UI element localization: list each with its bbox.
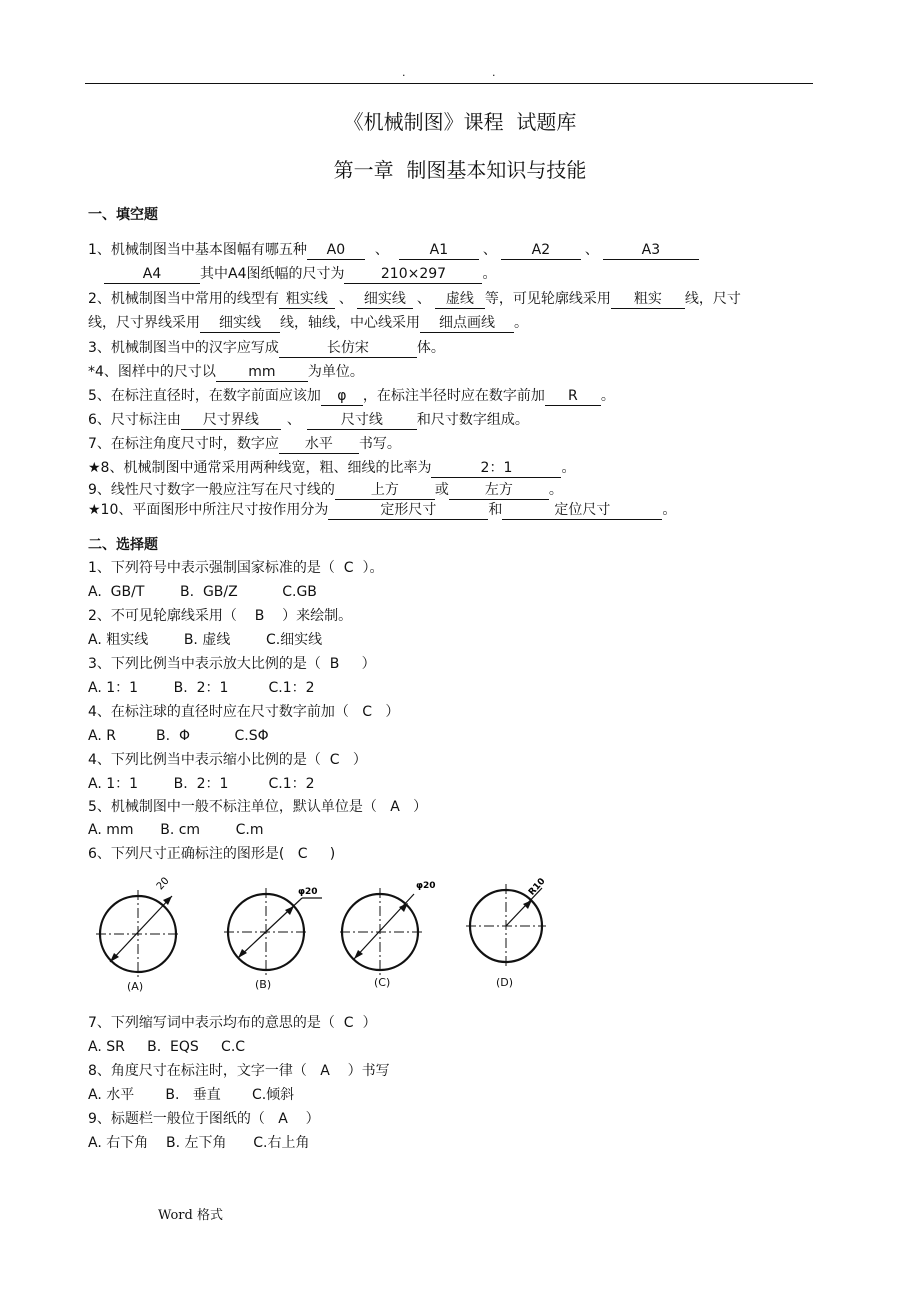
header-dot-right: . (492, 66, 496, 79)
q3-lead: 3、机械制图当中的汉字应写成 (88, 340, 279, 356)
q6-lead: 6、尺寸标注由 (88, 412, 181, 428)
q2-answer-6: 细点画线 (420, 315, 514, 333)
q5-end: 。 (600, 388, 615, 404)
figure-b-drawing (222, 878, 332, 978)
choice-line: 1、下列符号中表示强制国家标准的是（ C ）。 (88, 560, 384, 576)
q2-end-2: 。 (514, 315, 528, 331)
choice-line: 5、机械制图中一般不标注单位，默认单位是（ A ） (88, 799, 428, 815)
q8-end: 。 (561, 460, 576, 476)
q10-mid: 和 (488, 502, 503, 518)
q9-end: 。 (548, 482, 563, 498)
q7-end: 书写。 (358, 436, 401, 452)
q1-sep-2: 、 (482, 242, 497, 258)
choice-line: 3、下列比例当中表示放大比例的是（ B ） (88, 656, 376, 672)
figure-d-drawing (466, 878, 566, 978)
q1-answer-3: A2 (501, 242, 581, 260)
header-dot-left: . (402, 66, 406, 79)
question-1-line-2 (104, 264, 496, 284)
q6-answer-2: 尺寸线 (307, 412, 417, 430)
q7-lead: 7、在标注角度尺寸时，数字应 (88, 436, 279, 452)
q2-sep-2: 、 (416, 291, 431, 307)
choice-line: A. mm B. cm C.m (88, 822, 264, 838)
q1-sep-1: 、 (374, 242, 389, 258)
page-title: 《机械制图》课程 试题库 (343, 110, 577, 134)
choice-line: 2、不可见轮廓线采用（ B ）来绘制。 (88, 608, 353, 624)
question-7 (88, 434, 401, 454)
q4-answer-1: mm (216, 364, 308, 382)
choice-line: A. 1：1 B. 2：1 C.1：2 (88, 776, 315, 792)
q10-lead: ★10、平面图形中所注尺寸按作用分为 (88, 502, 329, 518)
q5-answer-2: R (545, 388, 601, 406)
q10-answer-1: 定形尺寸 (328, 502, 488, 520)
figure-a-drawing (96, 875, 186, 978)
choice-line: A. R B. Φ C.SΦ (88, 728, 269, 744)
q1-answer-4: A3 (603, 242, 699, 260)
q8-lead: ★8、机械制图中通常采用两种线宽，粗、细线的比率为 (88, 460, 432, 476)
q4-lead: *4、图样中的尺寸以 (88, 364, 216, 380)
figure-b-label: (B) (255, 978, 272, 991)
chapter-title: 第一章 制图基本知识与技能 (333, 158, 587, 182)
figure-c-dim-text: φ20 (416, 881, 436, 891)
q2-answer-3: 虚线 (435, 291, 485, 309)
q5-answer-1: φ (321, 388, 363, 406)
q5-lead: 5、在标注直径时，在数字前面应该加 (88, 388, 321, 404)
figure-b-circle-diameter (222, 878, 332, 978)
choice-line: 8、角度尺寸在标注时，文字一律（ A ）书写 (88, 1063, 390, 1079)
question-4 (88, 362, 364, 382)
q6-sep: 、 (286, 412, 301, 428)
q2-answer-5: 细实线 (200, 315, 280, 333)
question-9 (88, 480, 563, 500)
q9-mid: 或 (434, 482, 449, 498)
q2-lead: 2、机械制图当中常用的线型有 (88, 291, 279, 307)
q6-end: 和尺寸数字组成。 (416, 412, 529, 428)
q10-end: 。 (662, 502, 677, 518)
figure-d-dim-text: R10 (527, 876, 548, 898)
choice-line: A. GB/T B. GB/Z C.GB (88, 584, 317, 600)
q2-mid-2: 线，轴线，中心线采用 (280, 315, 420, 331)
q1-answer-6: 210×297 (344, 266, 482, 284)
figure-a-circle-diameter (96, 875, 186, 978)
q6-answer-1: 尺寸界线 (181, 412, 281, 430)
q2-answer-1: 粗实线 (279, 291, 335, 309)
header-rule (85, 83, 813, 84)
question-8 (88, 458, 575, 478)
q5-mid: ，在标注半径时应在数字前加 (362, 388, 545, 404)
q1-answer-5: A4 (104, 266, 200, 284)
figure-a-dim-text: 20 (154, 875, 172, 893)
section-choice-heading: 二、选择题 (88, 537, 158, 553)
q3-answer-1: 长仿宋 (279, 340, 417, 358)
q8-answer-1: 2：1 (431, 460, 561, 478)
question-3 (88, 338, 445, 358)
q9-answer-1: 上方 (335, 482, 435, 500)
figure-c-drawing (340, 878, 440, 978)
q9-answer-2: 左方 (449, 482, 549, 500)
choice-line: A. 粗实线 B. 虚线 C.细实线 (88, 632, 323, 648)
page-footer: Word 格式 (158, 1208, 223, 1223)
q1-answer-1: A0 (307, 242, 365, 260)
q3-end: 体。 (416, 340, 445, 356)
figure-c-label: (C) (374, 976, 391, 989)
question-1-line-1 (88, 240, 699, 260)
figure-a-label: (A) (127, 980, 144, 993)
q4-end: 为单位。 (307, 364, 364, 380)
section-fill-blank-heading: 一、填空题 (88, 207, 158, 223)
figure-c-circle-diameter (340, 878, 440, 978)
q1-answer-2: A1 (399, 242, 479, 260)
figure-d-label: (D) (496, 976, 514, 989)
q9-lead: 9、线性尺寸数字一般应注写在尺寸线的 (88, 482, 335, 498)
choice-line: 4、下列比例当中表示缩小比例的是（ C ） (88, 752, 367, 768)
q7-answer-1: 水平 (279, 436, 359, 454)
choice-line: A. 右下角 B. 左下角 C.右上角 (88, 1135, 310, 1151)
figure-b-dim-text: φ20 (298, 887, 318, 897)
q2-lead-2: 线，尺寸界线采用 (88, 315, 200, 331)
q2-answer-2: 细实线 (357, 291, 413, 309)
q2-mid-1: 等，可见轮廓线采用 (484, 291, 611, 307)
q1-lead: 1、机械制图当中基本图幅有哪五种 (88, 242, 307, 258)
q10-answer-2: 定位尺寸 (502, 502, 662, 520)
choice-line: A. SR B. EQS C.C (88, 1039, 246, 1055)
choice-line: 9、标题栏一般位于图纸的（ A ） (88, 1111, 320, 1127)
question-5 (88, 386, 615, 406)
q2-sep-1: 、 (338, 291, 353, 307)
choice-line: 7、下列缩写词中表示均布的意思的是（ C ） (88, 1015, 377, 1031)
choice-line: 6、下列尺寸正确标注的图形是( C ) (88, 846, 336, 862)
q2-end-1: 线，尺寸 (684, 291, 741, 307)
q1-sep-3: 、 (584, 242, 599, 258)
question-2-line-2 (88, 313, 528, 333)
q2-answer-4: 粗实 (611, 291, 685, 309)
choice-line: A. 水平 B. 垂直 C.倾斜 (88, 1087, 295, 1103)
figure-d-circle-radius (466, 878, 566, 978)
choice-line: 4、在标注球的直径时应在尺寸数字前加（ C ） (88, 704, 400, 720)
question-10 (88, 500, 676, 520)
question-2-line-1 (88, 289, 741, 309)
choice-line: A. 1：1 B. 2：1 C.1：2 (88, 680, 315, 696)
q1-end: 。 (482, 266, 497, 282)
question-6 (88, 410, 529, 430)
q1-mid: 其中A4图纸幅的尺寸为 (200, 266, 345, 282)
